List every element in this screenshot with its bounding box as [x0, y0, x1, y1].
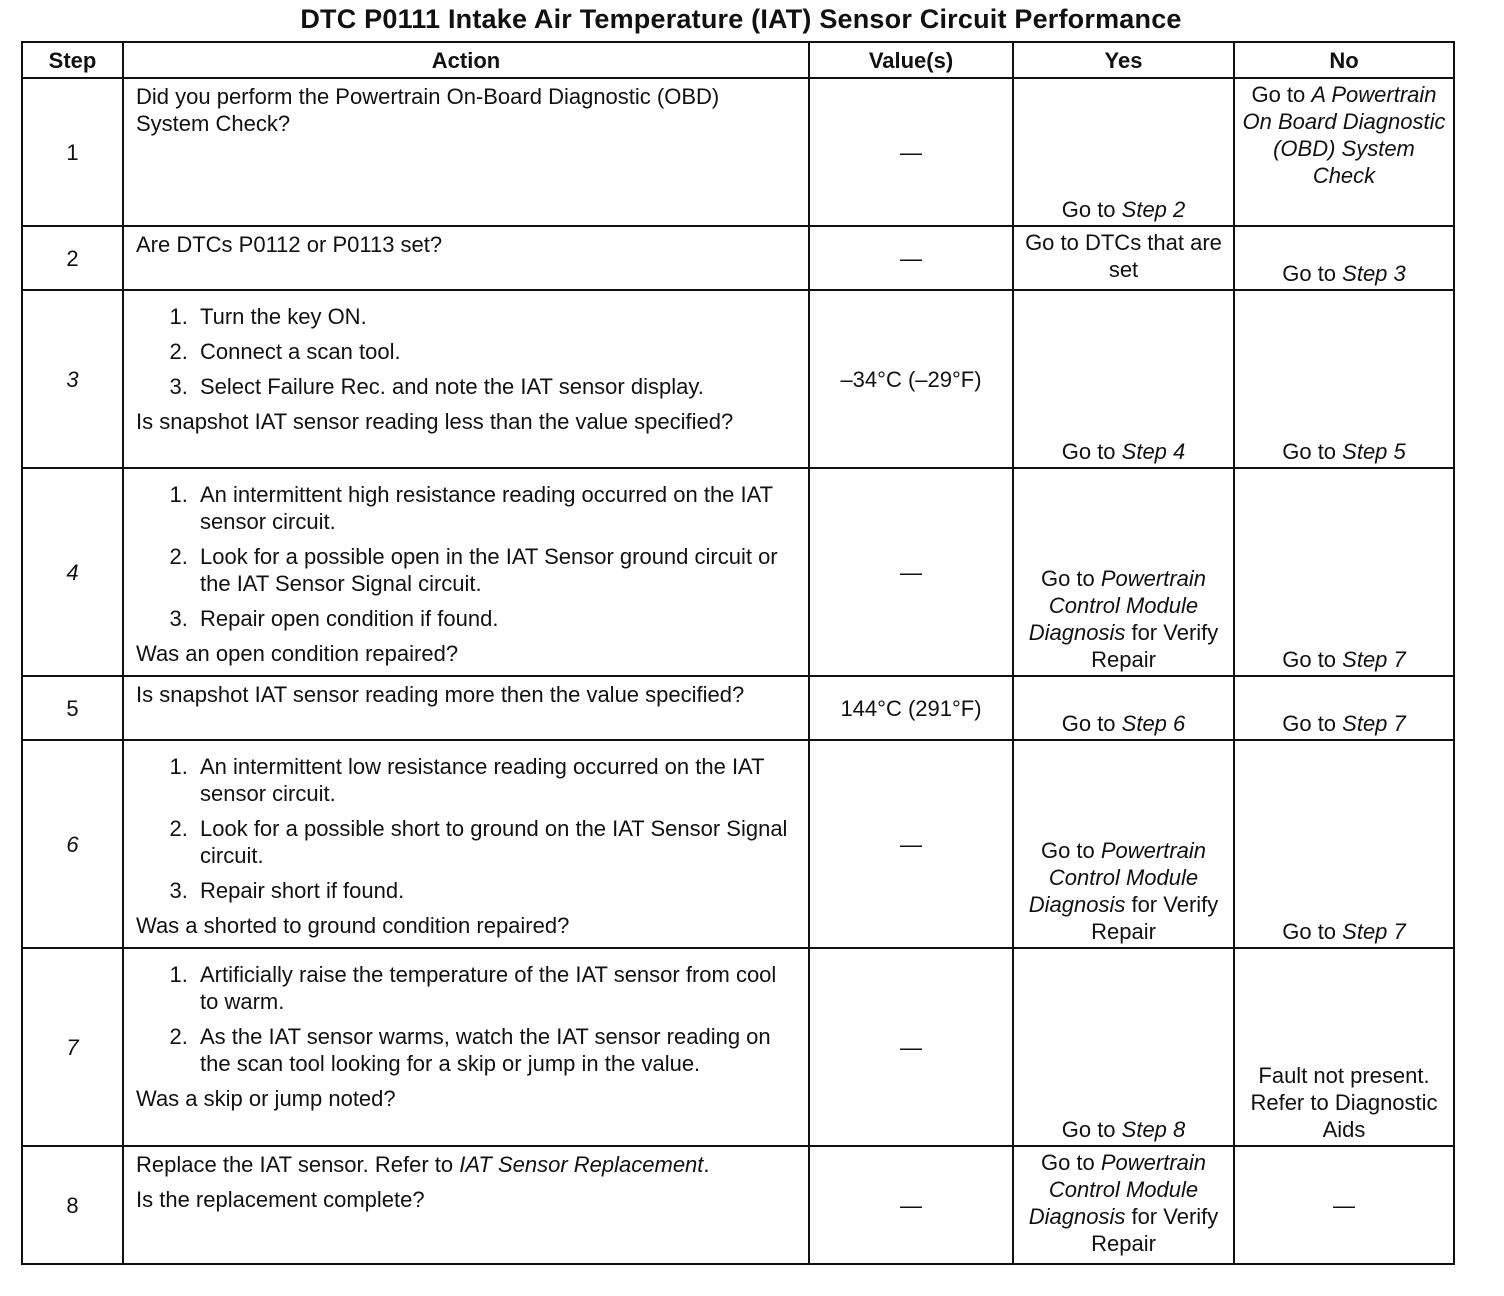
- no-cell: [1234, 676, 1454, 740]
- table-row: [22, 290, 1454, 468]
- no-reference: A Powertrain On Board Diagnostic (OBD) System Check: [1242, 82, 1446, 188]
- no-reference: Step 7: [1342, 647, 1406, 672]
- yes-reference: Step 8: [1121, 1117, 1186, 1142]
- action-step-item: 3. Repair short if found.: [194, 877, 796, 904]
- no-cell: —: [1234, 1146, 1454, 1264]
- no-text: Go to: [1282, 919, 1343, 944]
- no-cell: Fault not present. Refer to Diagnostic Aids: [1234, 948, 1454, 1146]
- value-cell: 144°C (291°F): [809, 676, 1013, 740]
- yes-cell: [1013, 676, 1234, 740]
- no-reference: Step 7: [1342, 711, 1406, 736]
- yes-reference: Powertrain Control Module Diagnosis: [1028, 1150, 1207, 1229]
- value-cell: —: [809, 740, 1013, 948]
- no-reference: Step 5: [1342, 439, 1406, 464]
- yes-cell: [1013, 78, 1234, 226]
- yes-reference: Step 2: [1121, 197, 1186, 222]
- action-question: Did you perform the Powertrain On-Board Diagnostic (OBD) System Check?: [136, 84, 720, 136]
- yes-text: Go to: [1061, 1117, 1122, 1142]
- table-row: [22, 468, 1454, 676]
- action-step-item: 2. Look for a possible open in the IAT Sensor ground circuit or the IAT Sensor Signal circuit.: [194, 543, 796, 597]
- no-cell: [1234, 290, 1454, 468]
- no-text: Go to: [1282, 439, 1343, 464]
- header-values: Value(s): [809, 42, 1013, 78]
- yes-cell: [1013, 1146, 1234, 1264]
- diagnostic-table: [21, 41, 1455, 1265]
- yes-cell: [1013, 468, 1234, 676]
- step-number: 4: [22, 468, 123, 676]
- action-question: Is snapshot IAT sensor reading less than the value specified?: [136, 409, 734, 434]
- action-question: Is the replacement complete?: [136, 1187, 425, 1212]
- no-text: Go to: [1282, 261, 1343, 286]
- yes-reference: Step 6: [1121, 711, 1186, 736]
- value-cell: —: [809, 78, 1013, 226]
- yes-cell: [1013, 948, 1234, 1146]
- yes-text: Go to: [1061, 711, 1122, 736]
- yes-suffix: for Verify Repair: [1091, 620, 1219, 672]
- table-row: [22, 740, 1454, 948]
- header-yes: Yes: [1013, 42, 1234, 78]
- table-row: [22, 78, 1454, 226]
- no-text: Go to: [1282, 711, 1343, 736]
- yes-reference: Powertrain Control Module Diagnosis: [1028, 838, 1207, 917]
- action-step-item: 1. Artificially raise the temperature of the IAT sensor from cool to warm.: [194, 961, 796, 1015]
- yes-text: Go to: [1040, 1150, 1101, 1175]
- no-cell: [1234, 226, 1454, 290]
- no-reference: Step 3: [1342, 261, 1406, 286]
- step-number: 8: [22, 1146, 123, 1264]
- no-cell: [1234, 78, 1454, 226]
- action-cell: [123, 290, 809, 468]
- step-number: 2: [22, 226, 123, 290]
- action-cell: [123, 78, 809, 226]
- value-cell: –34°C (–29°F): [809, 290, 1013, 468]
- value-cell: —: [809, 948, 1013, 1146]
- action-lead-end: .: [703, 1152, 710, 1177]
- action-cell: [123, 1146, 809, 1264]
- action-lead-text: Replace the IAT sensor. Refer to: [136, 1152, 460, 1177]
- yes-cell: [1013, 290, 1234, 468]
- header-action: Action: [123, 42, 809, 78]
- no-reference: Step 7: [1342, 919, 1406, 944]
- no-cell: [1234, 740, 1454, 948]
- action-step-item: 1. An intermittent high resistance reading occurred on the IAT sensor circuit.: [194, 481, 796, 535]
- step-number: 5: [22, 676, 123, 740]
- action-step-item: 2. As the IAT sensor warms, watch the IAT sensor reading on the scan tool looking for a skip or jump in the value.: [194, 1023, 796, 1077]
- yes-text: Go to: [1061, 439, 1122, 464]
- action-steps: [136, 961, 796, 1077]
- action-question: Are DTCs P0112 or P0113 set?: [136, 232, 443, 257]
- action-cell: [123, 226, 809, 290]
- action-step-item: 3. Repair open condition if found.: [194, 605, 796, 632]
- no-text: Go to: [1282, 647, 1343, 672]
- header-step: Step: [22, 42, 123, 78]
- action-cell: [123, 740, 809, 948]
- table-row: [22, 676, 1454, 740]
- action-cell: [123, 468, 809, 676]
- action-lead: [136, 1151, 796, 1178]
- action-lead-reference: IAT Sensor Replacement: [459, 1152, 704, 1177]
- action-question: Was an open condition repaired?: [136, 641, 459, 666]
- table-row: [22, 948, 1454, 1146]
- table-row: [22, 226, 1454, 290]
- action-steps: [136, 481, 796, 632]
- action-cell: [123, 948, 809, 1146]
- action-step-item: 2. Connect a scan tool.: [194, 338, 796, 365]
- no-cell: [1234, 468, 1454, 676]
- action-step-item: 3. Select Failure Rec. and note the IAT sensor display.: [194, 373, 796, 400]
- action-steps: [136, 303, 796, 400]
- action-step-item: 1. Turn the key ON.: [194, 303, 796, 330]
- yes-suffix: for Verify Repair: [1091, 1204, 1219, 1256]
- action-question: Is snapshot IAT sensor reading more then the value specified?: [136, 682, 745, 707]
- action-step-item: 1. An intermittent low resistance reading occurred on the IAT sensor circuit.: [194, 753, 796, 807]
- yes-cell: [1013, 740, 1234, 948]
- header-row: [22, 42, 1454, 78]
- value-cell: —: [809, 226, 1013, 290]
- step-number: 6: [22, 740, 123, 948]
- yes-text: Go to: [1061, 197, 1122, 222]
- header-no: No: [1234, 42, 1454, 78]
- action-steps: [136, 753, 796, 904]
- yes-cell: Go to DTCs that are set: [1013, 226, 1234, 290]
- yes-suffix: for Verify Repair: [1091, 892, 1219, 944]
- yes-reference: Step 4: [1121, 439, 1186, 464]
- yes-text: Go to: [1040, 838, 1101, 863]
- action-question: Was a skip or jump noted?: [136, 1086, 396, 1111]
- step-number: 1: [22, 78, 123, 226]
- document-title: DTC P0111 Intake Air Temperature (IAT) Sensor Circuit Performance: [300, 4, 1182, 34]
- yes-text: Go to: [1040, 566, 1101, 591]
- value-cell: —: [809, 468, 1013, 676]
- table-row: [22, 1146, 1454, 1264]
- action-step-item: 2. Look for a possible short to ground on the IAT Sensor Signal circuit.: [194, 815, 796, 869]
- action-question: Was a shorted to ground condition repaired?: [136, 913, 570, 938]
- action-cell: [123, 676, 809, 740]
- yes-reference: Powertrain Control Module Diagnosis: [1028, 566, 1207, 645]
- step-number: 3: [22, 290, 123, 468]
- value-cell: —: [809, 1146, 1013, 1264]
- step-number: 7: [22, 948, 123, 1146]
- no-text: Go to: [1251, 82, 1312, 107]
